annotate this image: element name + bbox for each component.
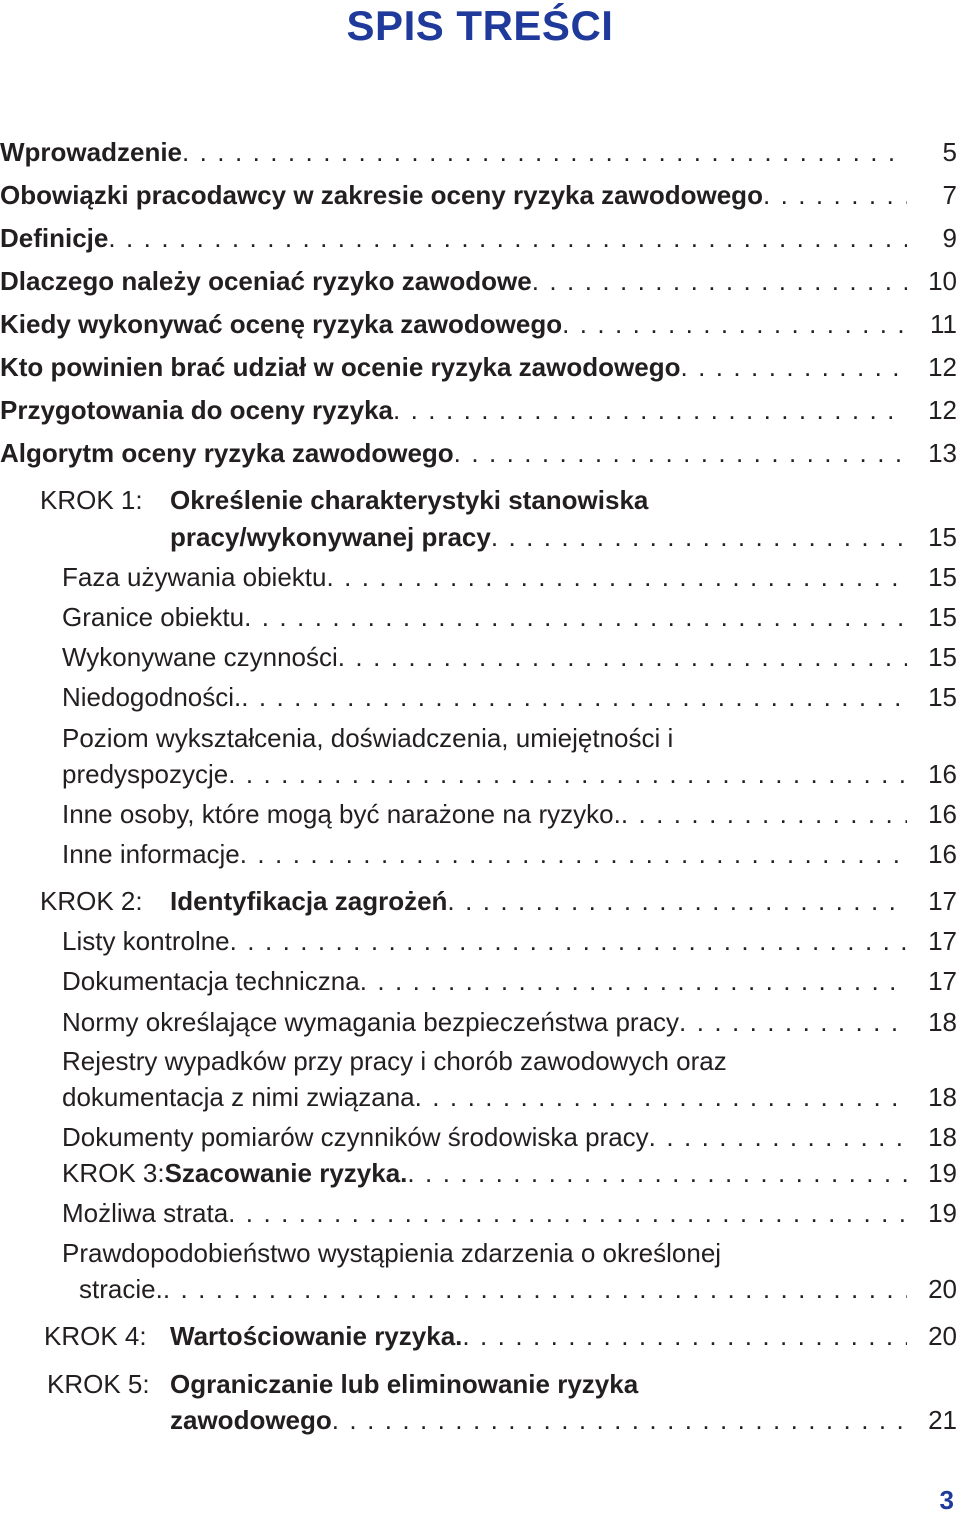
toc-subentry-label: Faza używania obiektu	[62, 562, 327, 592]
toc-page-number: 16	[907, 835, 957, 873]
toc-subentry-label: Wykonywane czynności	[62, 642, 338, 672]
toc-page-number: 17	[907, 922, 957, 960]
step3-title: Szacowanie ryzyka.	[164, 1158, 408, 1188]
toc-subentry[interactable]	[0, 558, 957, 596]
toc-subentry[interactable]	[0, 1270, 957, 1308]
toc-page-number: 9	[907, 219, 957, 257]
toc-entry-label: Przygotowania do oceny ryzyka	[0, 395, 394, 425]
step2-label: KROK 2:	[40, 886, 143, 916]
toc-subentry[interactable]	[0, 1078, 957, 1116]
step1-heading-line2[interactable]	[0, 518, 957, 556]
toc-subentry-label: Inne informacje	[62, 839, 240, 869]
toc-subentry[interactable]	[0, 962, 957, 1000]
toc-page-number: 15	[907, 678, 957, 716]
step5-heading-cont: zawodowego	[170, 1405, 332, 1435]
toc-subentry[interactable]	[0, 678, 957, 716]
toc-subentry[interactable]	[0, 755, 957, 793]
toc-page-number: 19	[907, 1154, 957, 1192]
toc-subentry-label: predyspozycje	[62, 759, 229, 789]
step5-heading-line2[interactable]	[0, 1401, 957, 1439]
toc-page-number: 17	[907, 882, 957, 920]
toc-page-number: 15	[907, 558, 957, 596]
step4-title: Wartościowanie ryzyka.	[170, 1321, 463, 1351]
toc-subentry-line1[interactable]: Prawdopodobieństwo wystąpienia zdarzenia o określonej	[62, 1238, 722, 1268]
toc-subentry[interactable]	[0, 1003, 957, 1041]
step1-heading-line1[interactable]	[40, 481, 648, 519]
toc-entry[interactable]	[0, 133, 957, 171]
toc-subentry-label: Możliwa strata	[62, 1198, 229, 1228]
toc-page-number: 13	[907, 434, 957, 472]
toc-subentry[interactable]	[0, 1118, 957, 1156]
toc-subentry[interactable]	[0, 598, 957, 636]
toc-page-number: 10	[907, 262, 957, 300]
toc-entry-label: Definicje	[0, 223, 109, 253]
step5-heading-line1[interactable]	[47, 1365, 638, 1403]
toc-entry-label: Dlaczego należy oceniać ryzyko zawodowe	[0, 266, 532, 296]
step5-heading: Ograniczanie lub eliminowanie ryzyka	[170, 1369, 639, 1399]
toc-page-number: 18	[907, 1118, 957, 1156]
toc-subentry[interactable]	[0, 795, 957, 833]
toc-page-number: 21	[907, 1401, 957, 1439]
toc-subentry-line1[interactable]: Poziom wykształcenia, doświadczenia, umiejętności i	[62, 723, 674, 753]
toc-entry[interactable]	[0, 262, 957, 300]
step1-label: KROK 1:	[40, 485, 143, 515]
toc-page-number: 18	[907, 1003, 957, 1041]
toc-subentry-label: Inne osoby, które mogą być narażone na ryzyko.	[62, 799, 621, 829]
toc-entry[interactable]	[0, 219, 957, 257]
toc-subentry-line1[interactable]: Rejestry wypadków przy pracy i chorób zawodowych oraz	[62, 1046, 727, 1076]
toc-page-number: 15	[907, 598, 957, 636]
toc-subentry[interactable]	[0, 835, 957, 873]
toc-entry[interactable]	[0, 305, 957, 343]
toc-page-number: 15	[907, 638, 957, 676]
page-number: 3	[939, 1485, 954, 1515]
toc-page-number: 20	[907, 1317, 957, 1355]
toc-entry-label: Algorytm oceny ryzyka zawodowego	[0, 438, 454, 468]
toc-page-number: 20	[907, 1270, 957, 1308]
toc-page-number: 11	[907, 305, 957, 343]
toc-page-number: 16	[907, 755, 957, 793]
toc-subentry-label: Listy kontrolne	[62, 926, 230, 956]
toc-subentry[interactable]	[0, 638, 957, 676]
toc-page-number: 5	[907, 133, 957, 171]
step2-heading[interactable]	[0, 882, 957, 920]
step3-label: KROK 3:	[62, 1158, 165, 1188]
page-title: SPIS TREŚCI	[346, 2, 614, 49]
toc-entry[interactable]	[0, 391, 957, 429]
toc-subentry-label: Niedogodności.	[62, 682, 242, 712]
toc-page-number: 17	[907, 962, 957, 1000]
toc-page-number: 12	[907, 391, 957, 429]
toc-page-number: 12	[907, 348, 957, 386]
toc-subentry-label: Dokumentacja techniczna	[62, 966, 360, 996]
step4-heading[interactable]	[0, 1317, 957, 1355]
toc-page-number: 19	[907, 1194, 957, 1232]
step3-heading[interactable]	[0, 1154, 957, 1192]
step2-title: Identyfikacja zagrożeń	[170, 886, 448, 916]
toc-entry[interactable]	[0, 434, 957, 472]
step4-label: KROK 4:	[44, 1321, 147, 1351]
toc-subentry-label: stracie.	[79, 1274, 163, 1304]
toc-subentry-label: dokumentacja z nimi związana	[62, 1082, 415, 1112]
toc-entry-label: Wprowadzenie	[0, 137, 183, 167]
toc-subentry[interactable]	[0, 1194, 957, 1232]
toc-entry[interactable]	[0, 176, 957, 214]
step1-heading: Określenie charakterystyki stanowiska	[170, 485, 649, 515]
toc-page-number: 15	[907, 518, 957, 556]
toc-page-number: 18	[907, 1078, 957, 1116]
toc-entry-label: Obowiązki pracodawcy w zakresie oceny ryzyka zawodowego	[0, 180, 763, 210]
toc-page-number: 7	[907, 176, 957, 214]
toc-entry[interactable]	[0, 348, 957, 386]
step5-label: KROK 5:	[47, 1369, 150, 1399]
toc-subentry[interactable]	[0, 922, 957, 960]
toc-subentry-label: Dokumenty pomiarów czynników środowiska pracy	[62, 1122, 649, 1152]
toc-page-number: 16	[907, 795, 957, 833]
toc-subentry-label: Granice obiektu	[62, 602, 245, 632]
toc-subentry-label: Normy określające wymagania bezpieczeństwa pracy	[62, 1007, 680, 1037]
toc-entry-label: Kto powinien brać udział w ocenie ryzyka zawodowego	[0, 352, 681, 382]
step1-heading-cont: pracy/wykonywanej pracy	[170, 522, 491, 552]
toc-entry-label: Kiedy wykonywać ocenę ryzyka zawodowego	[0, 309, 563, 339]
